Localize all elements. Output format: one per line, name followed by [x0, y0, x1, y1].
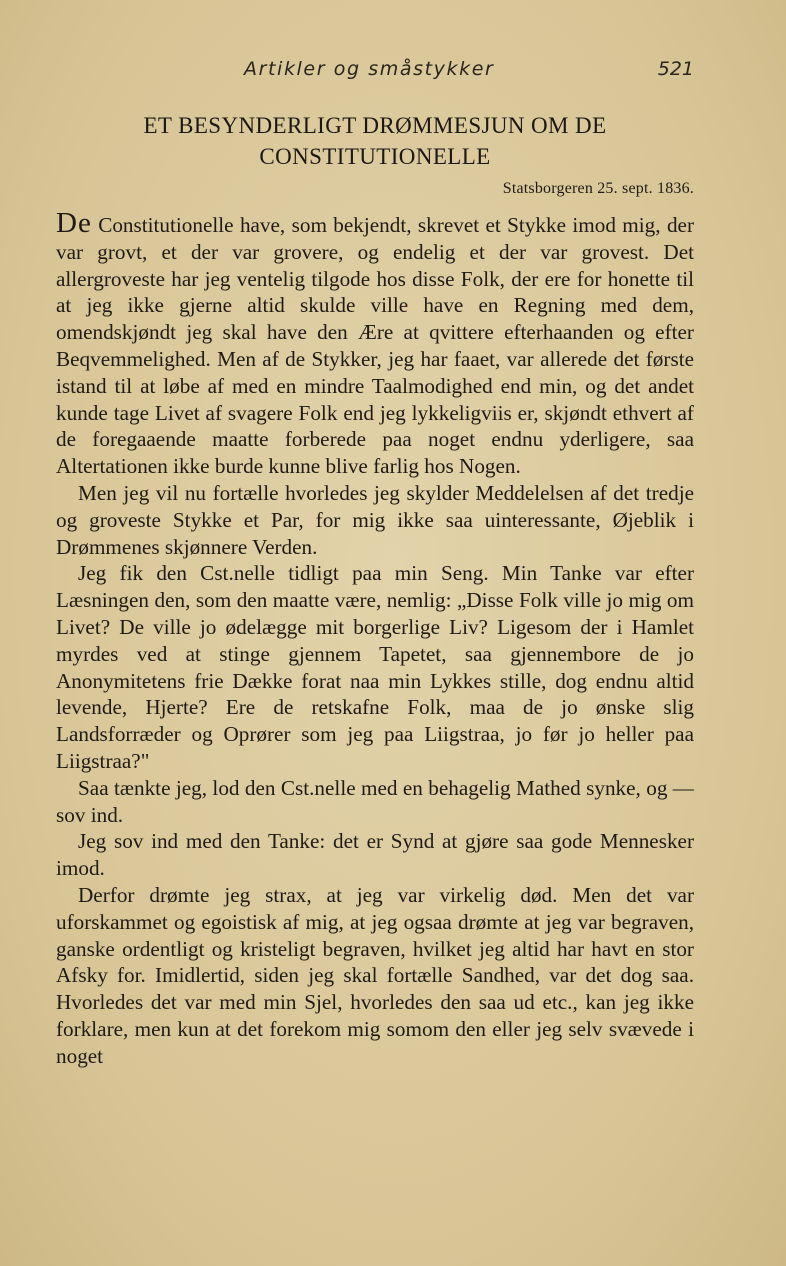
paragraph-4: Saa tænkte jeg, lod den Cst.nelle med en behagelig Mathed synke, og — sov ind.: [56, 775, 694, 827]
paragraph-1-text: Constitutionelle have, som bekjendt, skrevet et Stykke imod mig, der var grovt, et der var grovere, og endelig et der var grovest. Det allergroveste har jeg ventelig tilgode hos disse Folk, der ere for honette til at jeg ikke gjerne altid skulde ville have en Regning med dem, omendskjøndt jeg skal have den Ære at qvittere efterhaanden og efter Beqvemmelighed. Men af de Stykker, jeg har faaet, var allerede det første istand til at løbe af med en mindre Taalmodighed end min, og det andet kunde tage Livet af svagere Folk end jeg lykkeligviis er, skjøndt ethvert af de foregaaende maatte forberede paa noget endnu yderligere, saa Altertationen ikke burde kunne blive farlig hos Nogen.: [56, 213, 694, 479]
running-title: Artikler og småstykker: [244, 58, 495, 80]
drop-cap: De: [56, 207, 92, 239]
running-header: [56, 58, 694, 86]
source-citation: Statsborgeren 25. sept. 1836.: [502, 180, 694, 197]
article-body: [56, 207, 694, 1070]
paragraph-3: Jeg fik den Cst.nelle tidligt paa min Seng. Min Tanke var efter Læsningen den, som den maatte være, nemlig: „Disse Folk ville jo mig om Livet? De ville jo ødelægge mit borgerlige Liv? Ligesom der i Hamlet myrdes ved at stinge gjennem Tapetet, saa gjennembore de jo Anonymitetens frie Dække forat naa min Lykkes stille, dog endnu altid levende, Hjerte? Ere de retskafne Folk, maa de jo ønske slig Landsforræder og Oprører som jeg paa Liigstraa, jo før jo heller paa Liigstraa?": [56, 561, 694, 773]
paragraph-1: [56, 207, 694, 480]
paragraph-6: Derfor drømte jeg strax, at jeg var virkelig død. Men det var uforskammet og egoistisk af mig, at jeg ogsaa drømte at jeg var begraven, ganske ordentligt og kristeligt begraven, hvilket jeg altid har havt en stor Afsky for. Imidlertid, siden jeg skal fortælle Sandhed, var det dog saa. Hvorledes det var med min Sjel, hvorledes den saa ud etc., kan jeg ikke forklare, men kun at det forekom mig somom den eller jeg selv svævede i noget: [56, 882, 694, 1068]
page-number: 521: [657, 58, 694, 80]
paragraph-2: Men jeg vil nu fortælle hvorledes jeg skylder Meddelelsen af det tredje og groveste Stykke et Par, for mig ikke saa uinteressante, Øjeblik i Drømmenes skjønnere Verden.: [56, 480, 694, 559]
paragraph-5: Jeg sov ind med den Tanke: det er Synd at gjøre saa gode Mennesker imod.: [56, 829, 694, 881]
article-title: ET BESYNDERLIGT DRØMMESJUN OM DE CONSTITUTIONELLE: [143, 113, 607, 169]
